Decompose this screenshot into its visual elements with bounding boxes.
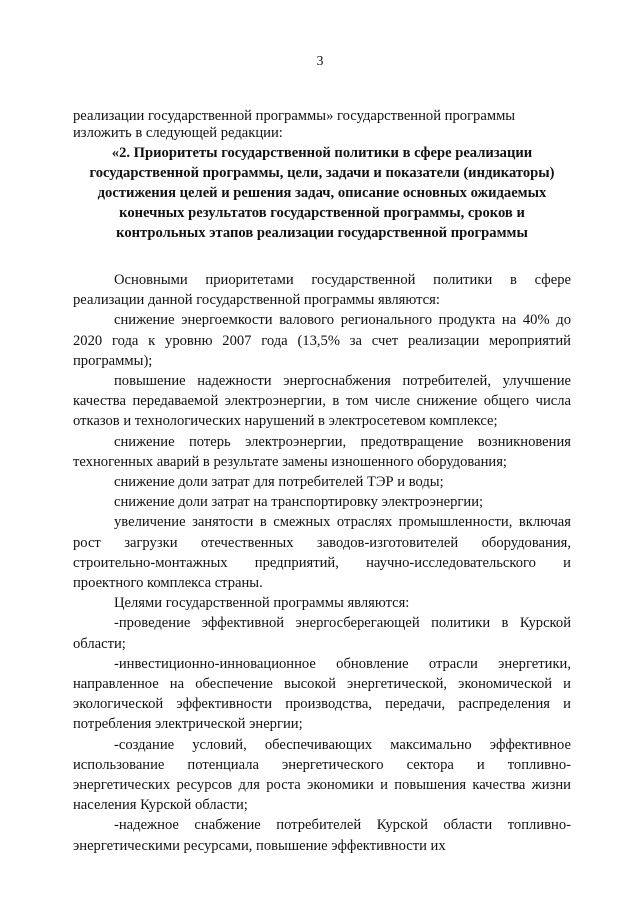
heading-line: государственной программы, цели, задачи и показатели (индикаторы)	[89, 165, 555, 181]
heading-line: «2. Приоритеты государственной политики в сфере реализации	[111, 145, 533, 161]
heading-line: достижения целей и решения задач, описание основных ожидаемых	[97, 185, 547, 201]
paragraph-energy-intensity: снижение энергоемкости валового регионального продукта на 40% до 2020 года к уровню 2007 года (13,5% за счет реализации мероприятий программы);	[73, 312, 571, 369]
paragraph-losses: снижение потерь электроэнергии, предотвращение возникновения техногенных аварий в результате замены изношенного оборудования;	[73, 433, 571, 470]
paragraph-priorities-intro: Основными приоритетами государственной политики в сфере реализации данной государственной программы являются:	[73, 272, 571, 309]
heading-line: конечных результатов государственной программы, сроков и	[119, 205, 525, 221]
section-heading	[73, 143, 571, 243]
document-body	[73, 108, 571, 856]
paragraph-goal-supply: -надежное снабжение потребителей Курской области топливно-энергетическими ресурсами, повышение эффективности их	[73, 817, 571, 854]
heading-line: контрольных этапов реализации государственной программы	[116, 225, 528, 241]
lead-line: изложить в следующей редакции:	[73, 125, 283, 141]
paragraph-goal-conditions: -создание условий, обеспечивающих максимально эффективное использование потенциала энергетического сектора и топливно-энергетических ресурсов для роста экономики и повышения качества жизни населения Курской области;	[73, 736, 571, 814]
page-number: 3	[316, 54, 324, 69]
paragraph-goal-investment: -инвестиционно-инновационное обновление отрасли энергетики, направленное на обеспечение высокой энергетической, экономической и экологической эффективности производства, передачи, распределения и потребления электрической энергии;	[73, 655, 571, 733]
paragraph-reliability: повышение надежности энергоснабжения потребителей, улучшение качества передаваемой электроэнергии, в том числе снижение общего числа отказов и технологических нарушений в электросетевом комплексе;	[73, 373, 571, 430]
paragraph-costs-transport: снижение доли затрат на транспортировку электроэнергии;	[114, 494, 484, 511]
paragraph-employment: увеличение занятости в смежных отраслях промышленности, включая рост загрузки отечественных заводов-изготовителей оборудования, строительно-монтажных предприятий, научно-исследовательского и проектного комплекса страны.	[73, 514, 571, 592]
paragraph-costs-ter: снижение доли затрат для потребителей ТЭР и воды;	[114, 474, 444, 491]
paragraph-goals-intro: Целями государственной программы являются:	[114, 595, 410, 612]
lead-line: реализации государственной программы» государственной программы	[73, 108, 516, 124]
section-text	[73, 270, 571, 856]
lead-text	[73, 108, 571, 142]
paragraph-goal-policy: -проведение эффективной энергосберегающей политики в Курской области;	[73, 615, 571, 652]
